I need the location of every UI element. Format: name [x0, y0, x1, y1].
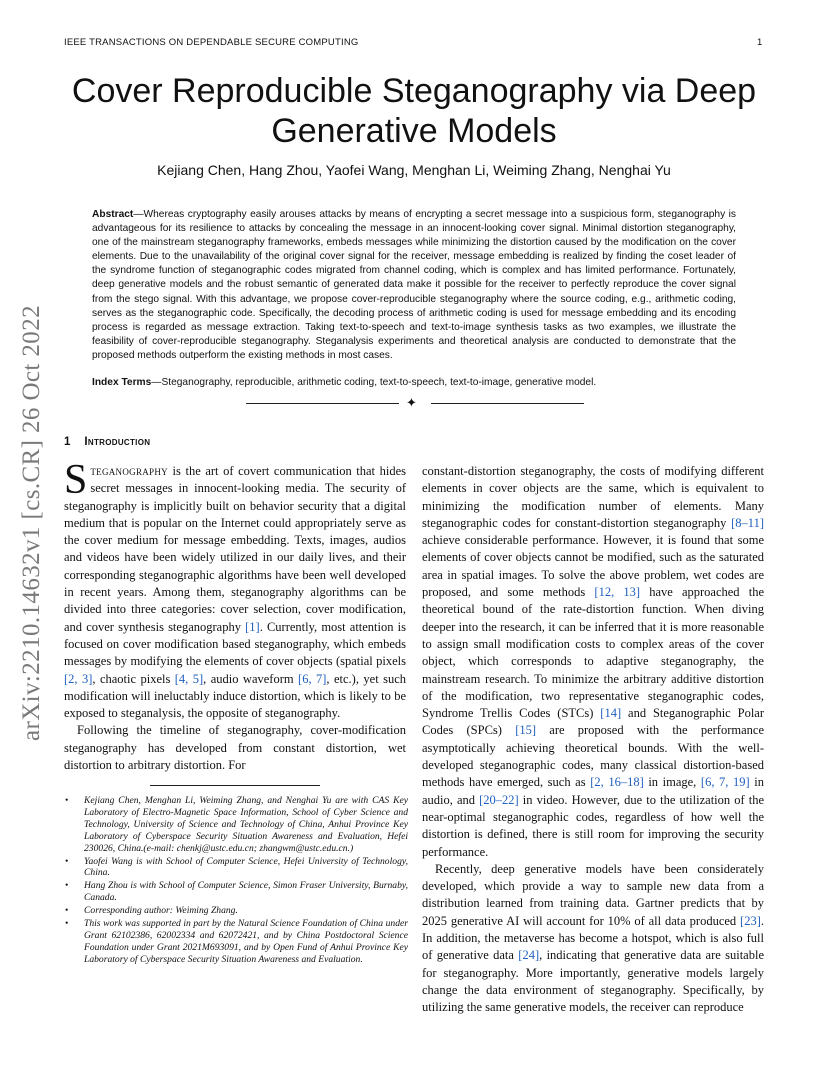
citation-link[interactable]: [6, 7]: [298, 671, 327, 686]
page-number: 1: [757, 37, 763, 48]
drop-cap-word: teganography: [90, 464, 168, 478]
text-run: . In addition, the metaverse has become a hotspot, which is also full of generative data: [422, 913, 764, 963]
footnote-text: This work was supported in part by the Natural Science Foundation of China under Grant 62102386, 62002334 and 62072421, and by China Postdoctoral Science Foundation under Grant 2021M693091, and by Open Fund of Anhui Province Key Laboratory of Cyberspace Security Situation Awareness and Evaluation.: [84, 918, 408, 965]
citation-link[interactable]: [14]: [600, 706, 622, 721]
footnote-list: [64, 795, 408, 967]
footnote-item: [64, 795, 408, 855]
text-run: achieve considerable performance. However, it is found that some elements of cover objects cannot be modified, such as the saturated area in spatial images. To solve the above problem, wet codes are proposed, and some methods: [422, 533, 764, 600]
text-run: constant-distortion steganography, the costs of modifying different elements in cover objects are the same, which is equivalent to minimizing the modification number of elements. Many steganographic codes for constant-distortion steganography: [422, 464, 764, 530]
citation-link[interactable]: [1]: [245, 619, 260, 634]
section-title: Introduction: [84, 436, 151, 448]
author-list: Kejiang Chen, Hang Zhou, Yaofei Wang, Menghan Li, Weiming Zhang, Nenghai Yu: [157, 162, 671, 178]
footnote-item: [64, 880, 408, 904]
section-number: 1: [64, 436, 71, 448]
bullet-icon: •: [65, 880, 69, 892]
paper-title: Cover Reproducible Steganography via Deep Generative Models: [71, 72, 757, 150]
text-run: Recently, deep generative models have been considerately developed, which provide a way to sample new data from a distribution learned from training data. Gartner predicts that by 2025 generative AI will account for 10% of all data produced: [422, 861, 764, 928]
bullet-icon: •: [65, 905, 69, 917]
text-run: , chaotic pixels: [92, 671, 175, 686]
text-run: , indicating that generative data are suitable for steganography. More importantly, generative models largely change the data environment of steganography. Specifically, by utilizing the same generative models, the receiver can reproduce: [422, 948, 764, 1015]
citation-link[interactable]: [8–11]: [731, 515, 764, 530]
text-run: have approached the theoretical bound of the rate-distortion function. When diving deeper into the research, it can be inferred that it is more reasonable to assign small modification costs to complex areas of the cover object, which corresponds to adaptive steganography, the mainstream research. To minimize the arbitrary additive distortion of the modification, two representative steganographic codes, Syndrome Trellis Codes (STCs): [422, 585, 764, 721]
footnote-item: [64, 918, 408, 966]
citation-link[interactable]: [6, 7, 19]: [700, 775, 750, 790]
citation-link[interactable]: [20–22]: [479, 792, 519, 807]
text-run: in audio, and: [422, 775, 764, 807]
footnote-text: Corresponding author: Weiming Zhang.: [84, 905, 238, 917]
text-run: . Currently, most attention is focused on cover modification based steganography, which embeds messages by modifying the elements of cover objects (spatial pixels: [64, 619, 406, 669]
citation-link[interactable]: [4, 5]: [174, 671, 204, 686]
footnote-text: Kejiang Chen, Menghan Li, Weiming Zhang, and Nenghai Yu are with CAS Key Laboratory of Electro-Magnetic Space Information, School of Cyber Science and Technology, University of Science and Technology of China, Anhui Province Key Laboratory of Cyberspace Security Situation Awareness and Evaluation, Hefei 230026, China.(e-mail: chenkj@ustc.edu.cn; zhangwm@ustc.edu.cn.): [84, 795, 408, 854]
separator-star-icon: ✦: [406, 395, 417, 410]
bullet-icon: •: [65, 795, 69, 806]
index-terms-text: —Steganography, reproducible, arithmetic coding, text-to-speech, text-to-image, generative model.: [151, 377, 597, 388]
citation-link[interactable]: [2, 3]: [64, 671, 93, 686]
footnote-text: Hang Zhou is with School of Computer Science, Simon Fraser University, Burnaby, Canada.: [84, 880, 408, 904]
footnote-text: Yaofei Wang is with School of Computer Science, Hefei University of Technology, China.: [84, 855, 408, 879]
section-separator: [246, 397, 584, 411]
citation-link[interactable]: [2, 16–18]: [590, 775, 644, 790]
citation-link[interactable]: [12, 13]: [594, 585, 641, 600]
running-header-journal: IEEE TRANSACTIONS ON DEPENDABLE SECURE COMPUTING: [64, 37, 359, 48]
section-heading: [64, 436, 150, 448]
text-run: , audio waveform: [203, 671, 299, 686]
abstract-text: —Whereas cryptography easily arouses attacks by means of encrypting a secret message into a suspicious form, steganography is advantageous for its resilience to attacks by concealing the message in an innocent-looking cover signal. Minimal distortion steganography, one of the mainstream steganography frameworks, embeds messages while minimizing the distortion caused by the modification on the cover elements. Due to the unavailability of the original cover signal for the receiver, message embedding is realized by finding the coset leader of the syndrome function of steganographic codes migrated from channel coding, which is complex and has limited performance. Fortunately, deep generative models and the robust semantic of generated data make it possible for the receiver to perfectly reproduce the cover signal from the stego signal. With this advantage, we propose cover-reproducible steganography where the source coding, e.g., arithmetic coding, serves as the steganographic code. Specifically, the decoding process of arithmetic coding is used for message embedding and its encoding process is regarded as message extraction. Taking text-to-speech and text-to-image synthesis tasks as two examples, we illustrate the feasibility of cover-reproducible steganography. Steganalysis experiments and theoretical analysis are conducted to demonstrate that the proposed methods outperform the existing methods in most cases.: [92, 209, 736, 361]
citation-link[interactable]: [24]: [518, 948, 540, 963]
intro-paragraph-1: [64, 457, 407, 722]
footnote-item: [64, 856, 408, 880]
left-column: [64, 457, 407, 774]
index-terms: [92, 376, 736, 390]
footnote-rule: [150, 785, 320, 786]
separator-line-right: [431, 403, 584, 404]
text-run: is the art of covert communication that hides secret messages in innocent-looking media. The security of steganography is implicitly built on behavior security that a digital medium that is popular on the Internet could appropriately serve as the cover medium for message embedding. Texts, images, audios and videos have been widely utilized in our daily lives, and their corresponding steganographic algorithms have been well developed in recent years. Among them, steganography algorithms can be divided into three categories: cover selection, cover modification, and cover synthesis steganography: [64, 464, 406, 634]
intro-paragraph-2: Following the timeline of steganography, cover-modification steganography has developed from constant distortion, wet distortion to arbitrary distortion. For: [64, 723, 406, 773]
footnote-item: [64, 905, 408, 917]
citation-link[interactable]: [23]: [740, 913, 761, 928]
drop-cap: S: [64, 457, 88, 503]
right-column: [422, 463, 764, 1017]
intro-paragraph-3: [422, 463, 764, 861]
bullet-icon: •: [65, 918, 69, 930]
intro-paragraph-4: [422, 861, 764, 1017]
bullet-icon: •: [65, 855, 69, 867]
abstract: [92, 208, 736, 363]
text-run: are proposed with the performance asymptotically achieving theoretical bounds. With the well-developed steganographic codes, many classical distortion-based methods have emerged, such as: [422, 723, 764, 790]
abstract-label: Abstract: [92, 209, 134, 220]
text-run: and Steganographic Polar Codes (SPCs): [422, 706, 764, 738]
text-run: in video. However, due to the utilization of the near-optimal steganographic codes, regardless of how well the distortion is defined, there is still room for improving the security performance.: [422, 792, 765, 859]
arxiv-stamp[interactable]: arXiv:2210.14632v1 [cs.CR] 26 Oct 2022: [18, 305, 45, 741]
text-run: in image,: [643, 775, 701, 790]
citation-link[interactable]: [15]: [515, 723, 537, 738]
index-terms-label: Index Terms: [92, 377, 152, 388]
text-run: , etc.), yet such modification will ineluctably induce distortion, which is likely to be exposed to steganalysis, the opposite of steganography.: [64, 671, 407, 721]
separator-line-left: [246, 403, 399, 404]
